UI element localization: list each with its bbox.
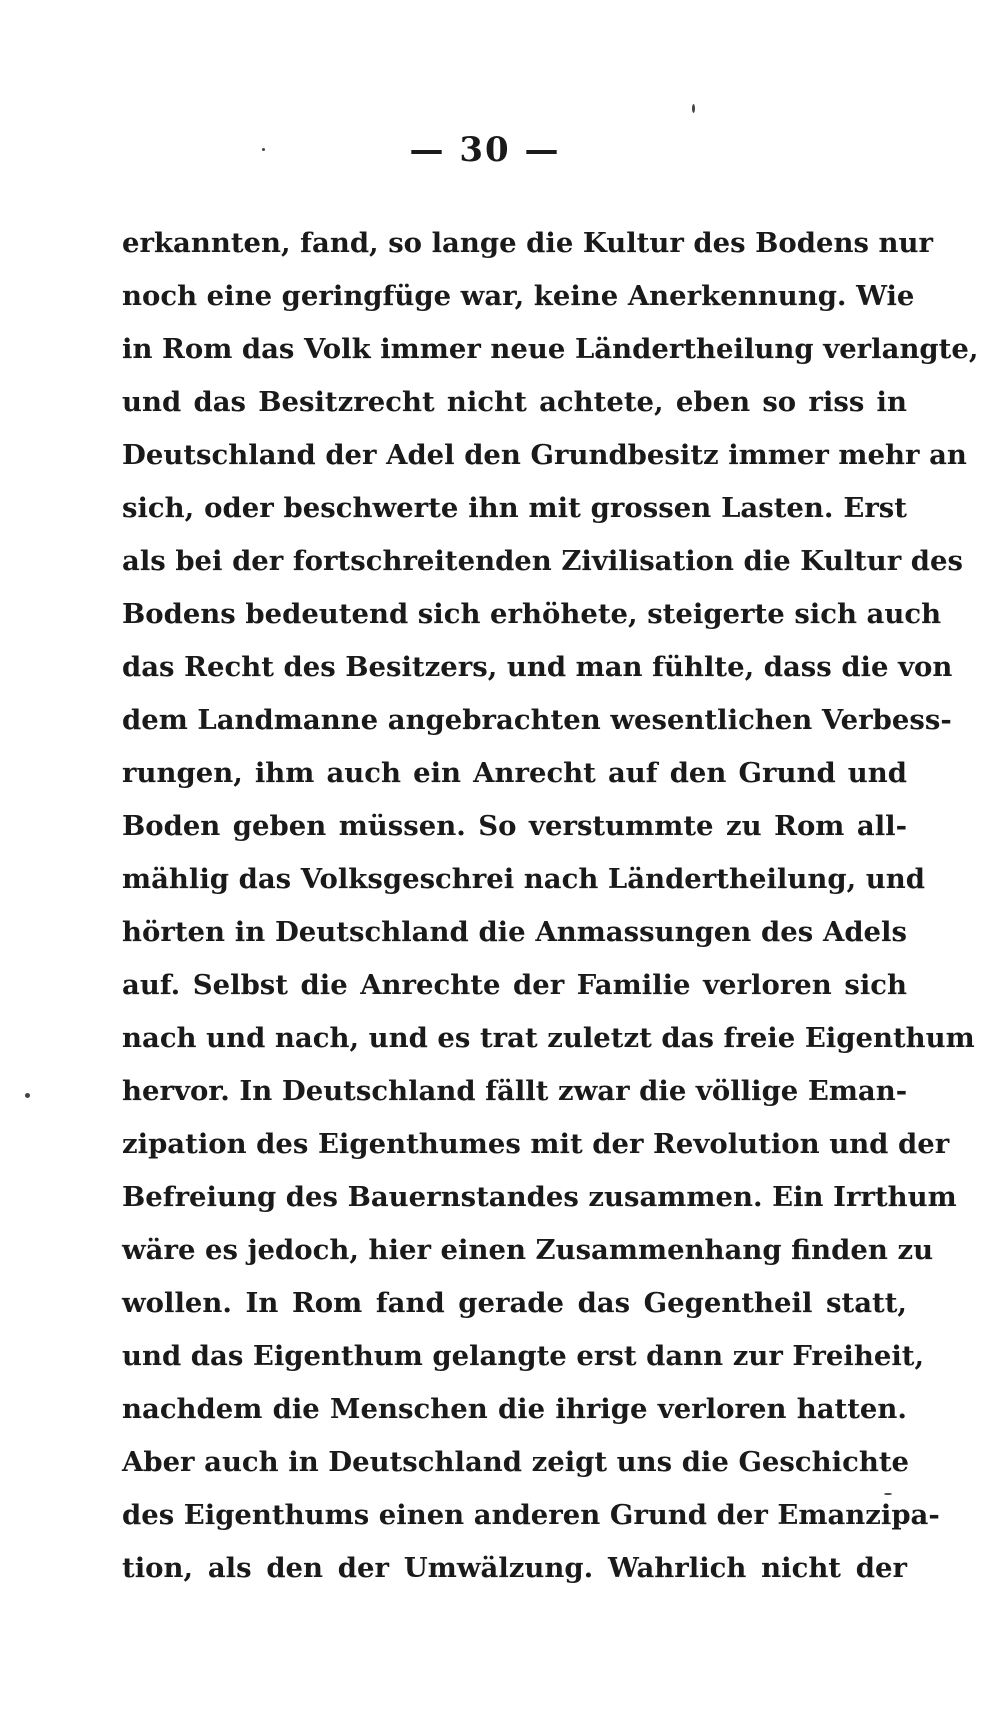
text-line: das Recht des Besitzers, und man fühlte, dass die von [122,651,953,683]
text-line: und das Besitzrecht nicht achtete, eben so riss in [122,386,907,418]
text-line: wäre es jedoch, hier einen Zusammenhang finden zu [122,1234,934,1266]
scan-speck [262,148,265,151]
text-line: mählig das Volksgeschrei nach Ländertheilung, und [122,863,925,895]
page-number: — 30 — [409,130,561,170]
text-line: erkannten, fand, so lange die Kultur des Bodens nur [122,227,934,259]
text-line: wollen. In Rom fand gerade das Gegentheil statt, [122,1287,907,1319]
text-line: tion, als den der Umwälzung. Wahrlich nicht der [122,1552,907,1584]
text-line: in Rom das Volk immer neue Ländertheilung verlangte, [122,333,979,365]
scan-speck [692,104,695,113]
text-line: Befreiung des Bauernstandes zusammen. Ein Irrthum [122,1181,957,1213]
text-line: zipation des Eigenthumes mit der Revolution und der [122,1128,950,1160]
body-text [122,223,979,1601]
scan-speck [25,1093,30,1098]
text-line: Deutschland der Adel den Grundbesitz immer mehr an [122,439,967,471]
text-line: Boden geben müssen. So verstummte zu Rom all- [122,810,907,842]
text-line: Bodens bedeutend sich erhöhete, steigerte sich auch [122,598,942,630]
text-line: und das Eigenthum gelangte erst dann zur Freiheit, [122,1340,925,1372]
text-line: sich, oder beschwerte ihn mit grossen Lasten. Erst [122,492,907,524]
text-line: noch eine geringfüge war, keine Anerkennung. Wie [122,280,915,312]
text-line: auf. Selbst die Anrechte der Familie verloren sich [122,969,907,1001]
text-line: dem Landmanne angebrachten wesentlichen Verbess- [122,704,952,736]
text-line: rungen, ihm auch ein Anrecht auf den Grund und [122,757,907,789]
text-line: als bei der fortschreitenden Zivilisation die Kultur des [122,545,964,577]
text-line: hervor. In Deutschland fällt zwar die völlige Eman- [122,1075,908,1107]
text-line: nachdem die Menschen die ihrige verloren hatten. [122,1393,907,1425]
text-line: nach und nach, und es trat zuletzt das freie Eigenthum [122,1022,975,1054]
scan-speck [884,1493,892,1495]
text-line: hörten in Deutschland die Anmassungen des Adels [122,916,907,948]
text-line: des Eigenthums einen anderen Grund der Emanzipa- [122,1499,940,1531]
text-line: Aber auch in Deutschland zeigt uns die Geschichte [122,1446,910,1478]
